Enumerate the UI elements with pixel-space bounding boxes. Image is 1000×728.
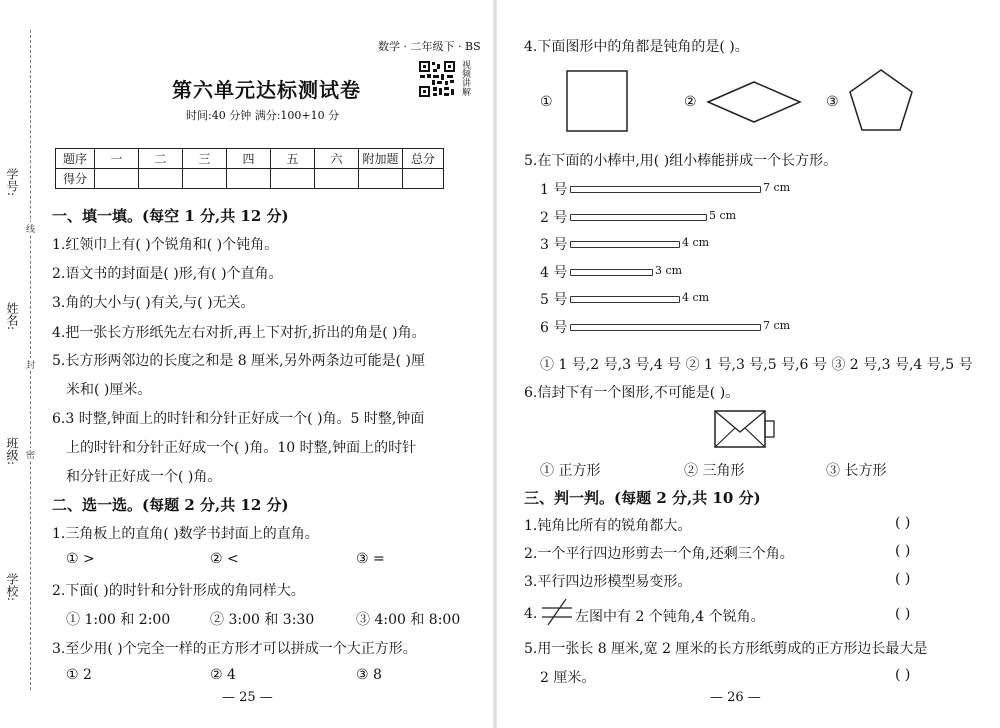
rod-length: 4 cm <box>682 236 710 249</box>
score-cell[interactable] <box>95 169 139 189</box>
section-3-heading: 三、判一判。(每题 2 分,共 10 分) <box>524 489 761 507</box>
score-header-cell: 二 <box>139 149 183 169</box>
s3-item: 3.平行四边形模型易变形。 <box>524 574 692 590</box>
answer-paren[interactable]: ( ) <box>895 606 911 622</box>
s2-q3-option[interactable]: ② 4 <box>210 667 236 683</box>
exam-time-score: 时间:40 分钟 满分:100+10 分 <box>186 109 340 122</box>
score-cell[interactable] <box>139 169 183 189</box>
score-cell[interactable] <box>227 169 271 189</box>
section-2-heading: 二、选一选。(每题 2 分,共 12 分) <box>52 496 289 514</box>
s2-q1-option[interactable]: ② < <box>210 551 239 567</box>
q4-label[interactable]: ① <box>540 94 553 110</box>
qr-code-icon[interactable] <box>418 60 456 98</box>
s1-line: 米和( )厘米。 <box>66 382 152 398</box>
rod-length: 7 cm <box>763 319 791 332</box>
score-header-cell: 附加题 <box>359 149 403 169</box>
score-table-row <box>56 169 444 189</box>
rod-bar <box>570 296 680 303</box>
square-shape-icon <box>566 70 628 132</box>
score-cell[interactable] <box>183 169 227 189</box>
s2-q2-stem: 2.下面( )的时针和分针形成的角同样大。 <box>52 583 305 599</box>
q6-option[interactable]: ② 三角形 <box>684 463 745 479</box>
score-header-cell: 一 <box>95 149 139 169</box>
q4-stem: 4.下面图形中的角都是钝角的是( )。 <box>524 39 749 55</box>
s2-q2-option[interactable]: ① 1:00 和 2:00 <box>66 612 171 628</box>
rod-bar <box>570 269 653 276</box>
s1-line: 和分针正好成一个( )角。 <box>66 469 222 485</box>
q6-option[interactable]: ③ 长方形 <box>826 463 887 479</box>
parallel-lines-figure-icon <box>540 598 574 626</box>
s2-q2-option[interactable]: ③ 4:00 和 8:00 <box>356 612 461 628</box>
score-table <box>55 148 444 189</box>
answer-paren[interactable]: ( ) <box>895 515 911 531</box>
s3-item: 2 厘米。 <box>540 670 596 686</box>
binding-mark-seal: 封 <box>26 358 35 371</box>
page-number-right: — 26 — <box>710 690 761 705</box>
score-header-cell: 五 <box>271 149 315 169</box>
q6-option[interactable]: ① 正方形 <box>540 463 601 479</box>
rod-label: 3 号 <box>540 237 568 253</box>
s2-q1-stem: 1.三角板上的直角( )数学书封面上的直角。 <box>52 526 319 542</box>
s3-item: 5.用一张长 8 厘米,宽 2 厘米的长方形纸剪成的正方形边长最大是 <box>524 641 928 657</box>
s2-q3-option[interactable]: ③ 8 <box>356 667 382 683</box>
left-page <box>0 0 490 728</box>
section-1-heading: 一、填一填。(每空 1 分,共 12 分) <box>52 207 289 225</box>
s2-q1-option[interactable]: ① > <box>66 551 95 567</box>
envelope-icon <box>714 410 776 450</box>
binding-mark-secret: 密 <box>26 448 35 461</box>
rod-length: 4 cm <box>682 291 710 304</box>
rod-label: 4 号 <box>540 265 568 281</box>
answer-paren[interactable]: ( ) <box>895 571 911 587</box>
subject-header: 数学 · 二年级下 · BS <box>378 40 481 53</box>
q6-stem: 6.信封下有一个图形,不可能是( )。 <box>524 385 740 401</box>
s1-line: 1.红领巾上有( )个锐角和( )个钝角。 <box>52 237 279 253</box>
s2-q3-stem: 3.至少用( )个完全一样的正方形才可以拼成一个大正方形。 <box>52 641 417 657</box>
rod-bar <box>570 324 761 331</box>
qr-caption: 视频讲解 <box>460 60 470 96</box>
rod-label: 5 号 <box>540 292 568 308</box>
s3-item: 1.钝角比所有的锐角都大。 <box>524 518 692 534</box>
q4-label[interactable]: ③ <box>826 94 839 110</box>
s2-q1-option[interactable]: ③ = <box>356 551 385 567</box>
page-fold <box>493 0 497 728</box>
score-row-label: 得分 <box>56 169 95 189</box>
rod-bar <box>570 186 761 193</box>
pentagon-shape-icon <box>848 68 914 132</box>
rod-bar <box>570 241 680 248</box>
rod-bar <box>570 214 707 221</box>
binding-mark-line: 线 <box>26 222 35 235</box>
q5-stem: 5.在下面的小棒中,用( )组小棒能拼成一个长方形。 <box>524 153 838 169</box>
s3-item: 2.一个平行四边形剪去一个角,还剩三个角。 <box>524 546 794 562</box>
score-header-cell: 题序 <box>56 149 95 169</box>
score-header-cell: 总分 <box>403 149 444 169</box>
score-cell[interactable] <box>315 169 359 189</box>
rhombus-shape-icon <box>706 80 802 124</box>
s2-q2-option[interactable]: ② 3:00 和 3:30 <box>210 612 315 628</box>
student-number-label: 学号: <box>5 168 19 197</box>
s1-line: 上的时针和分针正好成一个( )角。10 时整,钟面上的时针 <box>66 440 417 456</box>
rod-length: 5 cm <box>709 209 737 222</box>
s3-item: 左图中有 2 个钝角,4 个锐角。 <box>575 609 765 625</box>
answer-paren[interactable]: ( ) <box>895 543 911 559</box>
s3-item-4-number: 4. <box>524 606 538 622</box>
score-cell[interactable] <box>359 169 403 189</box>
q5-options[interactable]: ① 1 号,2 号,3 号,4 号 ② 1 号,3 号,5 号,6 号 ③ 2 号,3 号,4 号,5 号 <box>540 357 973 373</box>
class-label: 班级: <box>5 437 19 466</box>
rod-label: 1 号 <box>540 182 568 198</box>
s1-line: 5.长方形两邻边的长度之和是 8 厘米,另外两条边可能是( )厘 <box>52 353 425 369</box>
score-header-cell: 六 <box>315 149 359 169</box>
score-header-cell: 三 <box>183 149 227 169</box>
page-number-left: — 25 — <box>222 690 273 705</box>
s2-q3-option[interactable]: ① 2 <box>66 667 92 683</box>
s1-line: 2.语文书的封面是( )形,有( )个直角。 <box>52 266 283 282</box>
name-label: 姓名: <box>5 302 19 331</box>
rod-length: 3 cm <box>655 264 683 277</box>
rod-label: 2 号 <box>540 210 568 226</box>
score-cell[interactable] <box>403 169 444 189</box>
school-label: 学校: <box>5 573 19 602</box>
rod-length: 7 cm <box>763 181 791 194</box>
score-table-header <box>56 149 444 169</box>
score-cell[interactable] <box>271 169 315 189</box>
exam-title: 第六单元达标测试卷 <box>172 78 361 102</box>
s1-line: 4.把一张长方形纸先左右对折,再上下对折,折出的角是( )角。 <box>52 325 426 341</box>
score-header-cell: 四 <box>227 149 271 169</box>
answer-paren[interactable]: ( ) <box>895 667 911 683</box>
rod-label: 6 号 <box>540 320 568 336</box>
s1-line: 6.3 时整,钟面上的时针和分针正好成一个( )角。5 时整,钟面 <box>52 411 425 427</box>
q4-label[interactable]: ② <box>684 94 697 110</box>
s1-line: 3.角的大小与( )有关,与( )无关。 <box>52 295 255 311</box>
